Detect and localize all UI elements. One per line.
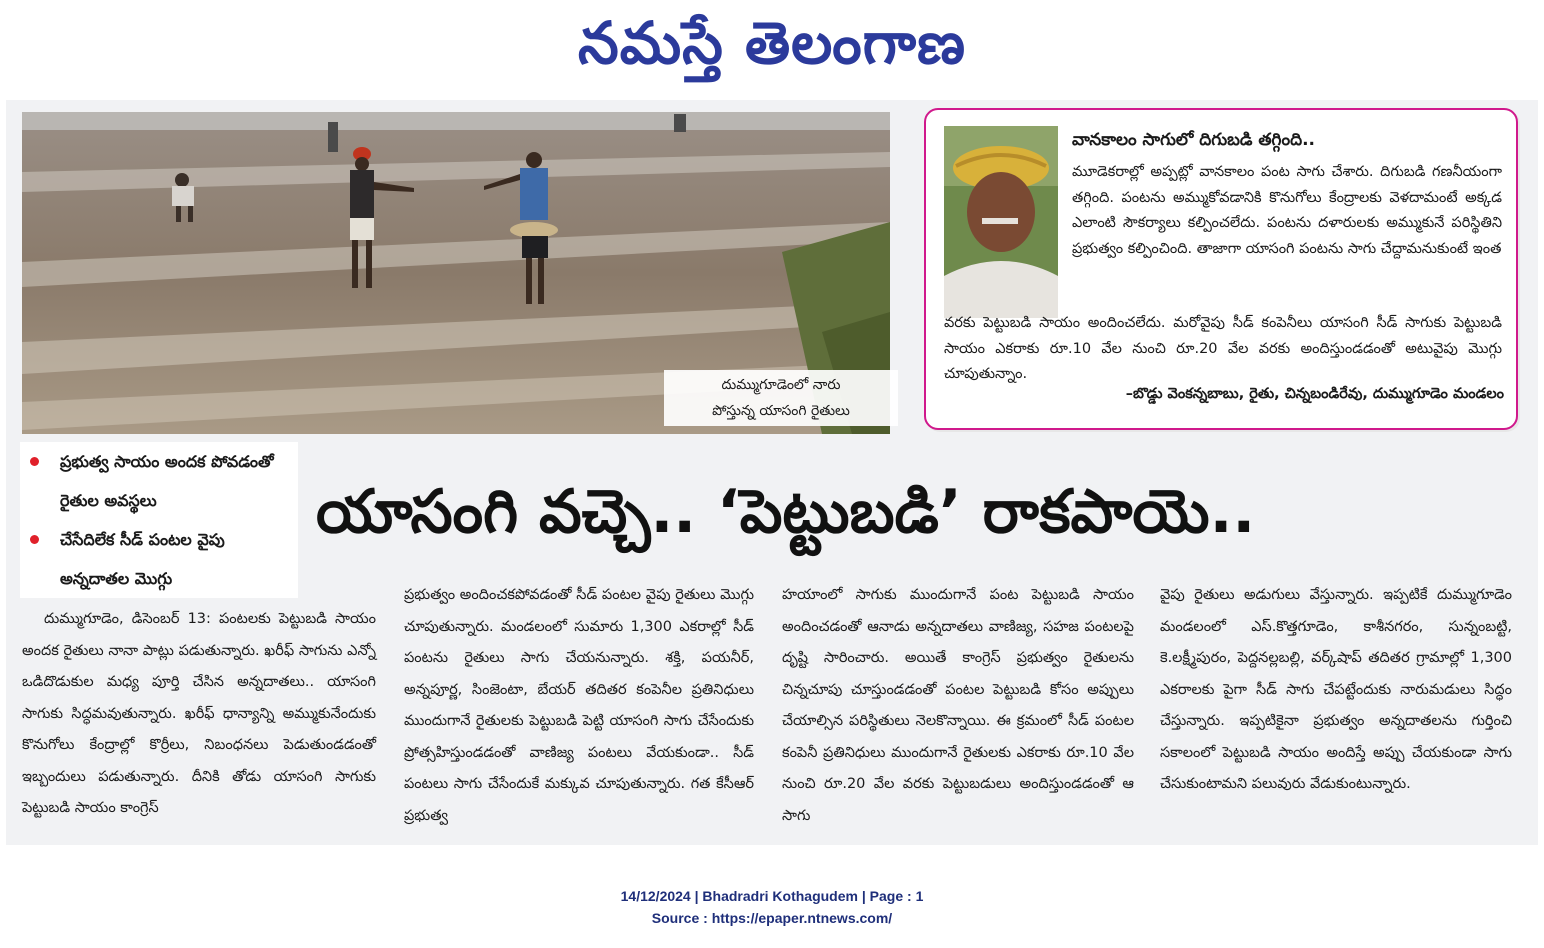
- quote-body-part-2: వరకు పెట్టుబడి సాయం అందించలేదు. మరోవైపు సీడ్ కంపెనీలు యాసంగి సీడ్ సాగుకు పెట్టుబడి సాయం ఎకరాకు రూ.10 వేల నుంచి రూ.20 వేల వరకు అందిస్తుండడంతో అటువైపు మొగ్గు చూపుతున్నాం.: [944, 315, 1502, 382]
- farmer-portrait: [944, 126, 1058, 318]
- photo-caption: [664, 370, 898, 426]
- article-column-3: హయాంలో సాగుకు ముందుగానే పంట పెట్టుబడి సాయం అందించడంతో ఆనాడు అన్నదాతలు వాణిజ్య, సహజ పంటలపై దృష్టి సారించారు. అయితే కాంగ్రెస్ ప్రభుత్వం రైతులను చిన్నచూపు చూస్తుండడంతో పంటల పెట్టుబడి కోసం అప్పులు చేయాల్సిన పరిస్థితులు నెలకొన్నాయి. ఈ క్రమంలో సీడ్ పంటల కంపెనీ ప్రతినిధులు ముందుగానే రైతులకు ఎకరాకు రూ.10 వేల నుంచి రూ.20 వేల వరకు పెట్టుబడులు అందిస్తుండడంతో ఆ సాగు: [782, 587, 1134, 824]
- highlights-box: [20, 442, 298, 598]
- masthead-logo: నమస్తే తెలంగాణ: [578, 9, 966, 77]
- bullet-icon: [30, 535, 39, 544]
- caption-line-2: పోస్తున్న యాసంగి రైతులు: [712, 403, 850, 419]
- bullet-icon: [30, 457, 39, 466]
- main-headline: యాసంగి వచ్చె.. ‘పెట్టుబడి’ రాకపాయె..: [316, 477, 1256, 547]
- highlight-text-2: చేసేదిలేక సీడ్ పంటల వైపు అన్నదాతల మొగ్గు: [60, 530, 225, 588]
- quote-attribution: –బొడ్డు వెంకన్నబాబు, రైతు, చిన్నబండిరేవు, దుమ్ముగూడెం మండలం: [1125, 386, 1504, 402]
- footer-source-link[interactable]: Source : https://epaper.ntnews.com/: [651, 910, 893, 926]
- caption-line-1: దుమ్ముగూడెంలో నారు: [721, 377, 841, 393]
- article-column-4: వైపు రైతులు అడుగులు వేస్తున్నారు. ఇప్పటికే దుమ్ముగూడెం మండలంలో ఎస్.కొత్తగూడెం, కాశీనగరం, సున్నంబట్టి, కె.లక్ష్మీపురం, పెద్దనల్లబల్లి, వర్క్‌షాప్ తదితర గ్రామాల్లో 1,300 ఎకరాలకు పైగా సీడ్ సాగు చేపట్టేందుకు నారుమడులు సిద్ధం చేస్తున్నారు. ఇప్పటికైనా ప్రభుత్వం అన్నదాతలను గుర్తించి సకాలంలో పెట్టుబడి సాయం అందిస్తే అప్పు చేయకుండా సాగు చేసుకుంటామని పలువురు వేడుకుంటున్నారు.: [1160, 587, 1512, 792]
- farmer-quote-box: [924, 108, 1518, 430]
- quote-body-part-1: మూడెకరాల్లో అప్పట్లో వానకాలం పంట సాగు చేశారు. దిగుబడి గణనీయంగా తగ్గింది. పంటను అమ్ముకోవడానికి కొనుగోలు కేంద్రాలకు వెళదామంటే అక్కడ ఎలాంటి సౌకర్యాలు కల్పించలేదు. పంటను దళారులకు అమ్ముకునే పరిస్థితిని ప్రభుత్వం కల్పించింది. తాజాగా యాసంగి పంటను సాగు చేద్దామనుకుంటే ఇంత: [1072, 164, 1502, 257]
- footer-date-edition: 14/12/2024 | Bhadradri Kothagudem | Page : 1: [620, 888, 924, 904]
- highlight-item: [20, 442, 298, 520]
- highlight-item: [20, 520, 298, 598]
- article-column-1: దుమ్ముగూడెం, డిసెంబర్ 13: పంటలకు పెట్టుబడి సాయం అందక రైతులు నానా పాట్లు పడుతున్నారు. ఖరీఫ్ సాగును ఎన్నో ఒడిదొడుకుల మధ్య పూర్తి చేసిన అన్నదాతలు.. యాసంగి సాగుకు సిద్ధమవుతున్నారు. ఖరీఫ్ ధాన్యాన్ని అమ్ముకునేందుకు కొనుగోలు కేంద్రాల్లో కొర్రీలు, నిబంధనలు పెడుతుండడంతో ఇబ్బందులు పడుతున్నారు. దీనికి తోడు యాసంగి సాగుకు పెట్టుబడి సాయం కాంగ్రెస్: [22, 611, 376, 816]
- article-column-2: ప్రభుత్వం అందించకపోవడంతో సీడ్ పంటల వైపు రైతులు మొగ్గు చూపుతున్నారు. మండలంలో సుమారు 1,300 ఎకరాల్లో సీడ్ పంటను రైతులు సాగు చేయనున్నారు. శక్తి, పయనీర్, అన్నపూర్ణ, సింజెంటా, బేయర్ తదితర కంపెనీల ప్రతినిధులు ముందుగానే రైతులకు పెట్టుబడి పెట్టి యాసంగి సాగు చేసేందుకు ప్రోత్సహిస్తుండడంతో వాణిజ్య పంటలు వేయకుండా.. సీడ్ పంటలు సాగు చేసేందుకే మక్కువ చూపుతున్నారు. గత కేసీఆర్ ప్రభుత్వ: [404, 587, 754, 824]
- highlight-text-1: ప్రభుత్వ సాయం అందక పోవడంతో రైతుల అవస్థలు: [60, 452, 274, 510]
- quote-heading: వానకాలం సాగులో దిగుబడి తగ్గింది..: [1072, 130, 1316, 150]
